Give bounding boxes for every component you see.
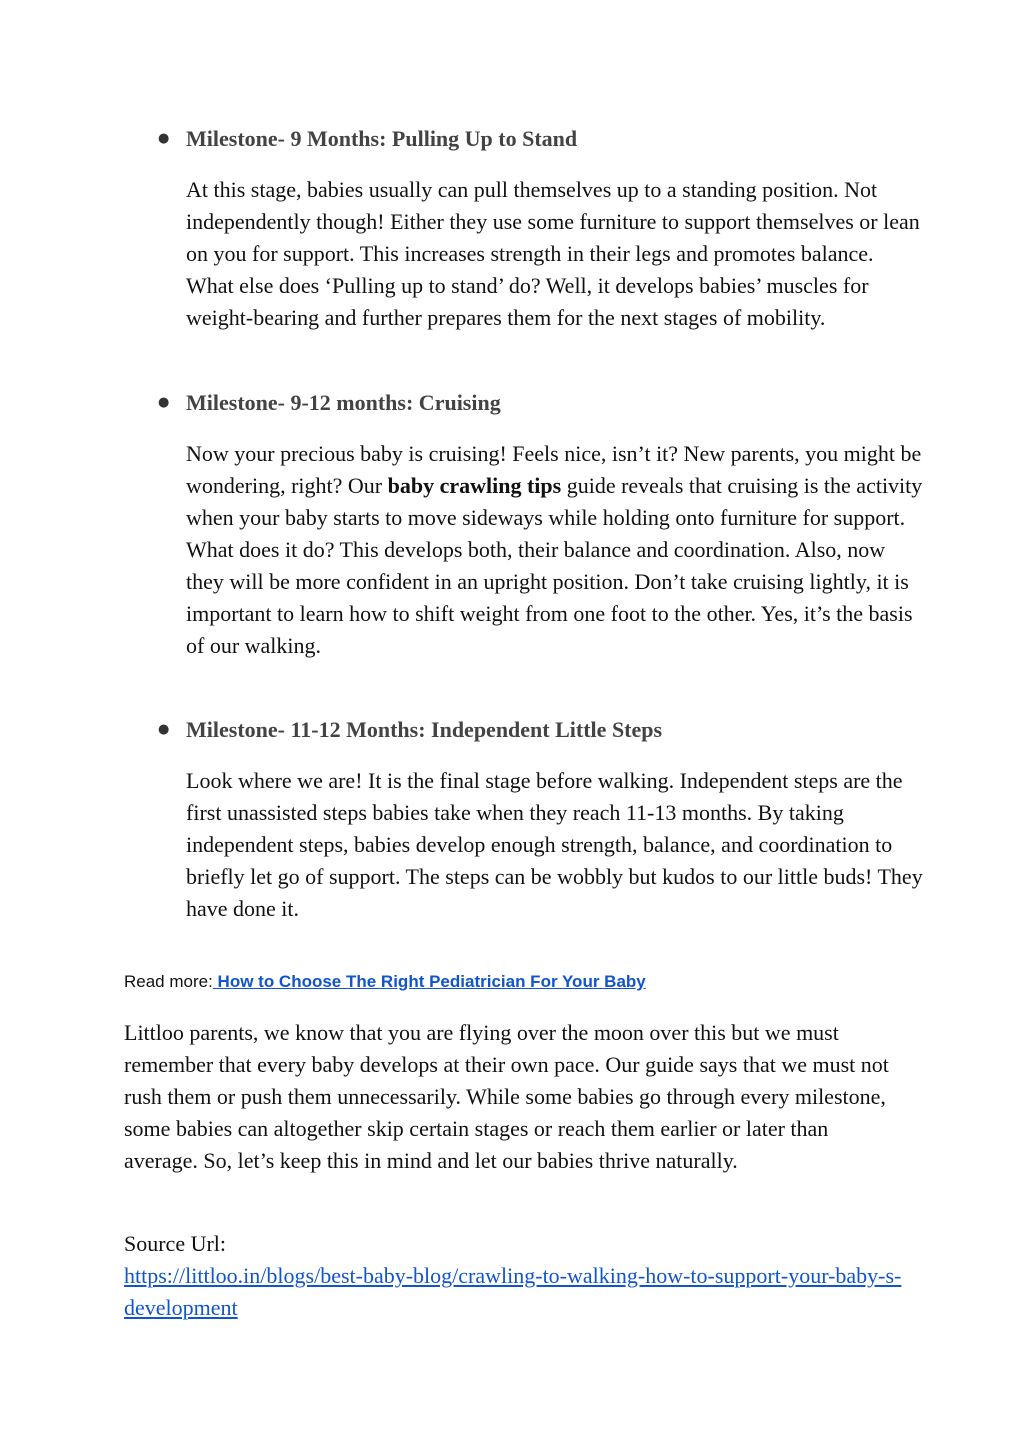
milestone-heading: Milestone- 9 Months: Pulling Up to Stand: [186, 126, 578, 151]
read-more-line: [124, 972, 646, 992]
source-label: Source Url:: [124, 1231, 227, 1256]
milestone-heading: Milestone- 11-12 Months: Independent Little Steps: [186, 717, 663, 742]
milestone-paragraph: [186, 438, 926, 662]
bold-phrase: baby crawling tips: [387, 473, 562, 498]
milestone-paragraph: Look where we are! It is the final stage before walking. Independent steps are the first unassisted steps babies take when they reach 11-13 months. By taking independent steps, babies develop enough strength, balance, and coordination to briefly let go of support. The steps can be wobbly but kudos to our little buds! They have done it.: [186, 768, 923, 921]
milestone-paragraph: At this stage, babies usually can pull themselves up to a standing position. Not independently though! Either they use some furniture to support themselves or lean on you for support. This increases strength in their legs and promotes balance. What else does ‘Pulling up to stand’ do? Well, it develops babies’ muscles for weight-bearing and further prepares them for the next stages of mobility.: [186, 177, 920, 330]
paragraph-text: Now your precious baby is cruising! Feels nice, isn’t it? New parents, you might be wondering, right? Our: [186, 441, 922, 498]
source-block: [124, 1228, 904, 1324]
bullet-icon: ●: [158, 722, 170, 737]
bullet-icon: ●: [158, 131, 170, 146]
bullet-icon: ●: [158, 395, 170, 410]
paragraph-text: guide reveals that cruising is the activity when your baby starts to move sideways while holding onto furniture for support. What does it do? This develops both, their balance and coordination. Also, now they will be more confident in an upright position. Don’t take cruising lightly, it is important to learn how to shift weight from one foot to the other. Yes, it’s the basis of our walking.: [186, 473, 923, 658]
read-more-label: Read more:: [124, 972, 213, 991]
closing-paragraph: Littloo parents, we know that you are flying over the moon over this but we must remember that every baby develops at their own pace. Our guide says that we must not rush them or push them unnecessarily. While some babies go through every milestone, some babies can altogether skip certain stages or reach them earlier or later than average. So, let’s keep this in mind and let our babies thrive naturally.: [124, 1020, 889, 1173]
source-url-link[interactable]: https://littloo.in/blogs/best-baby-blog/crawling-to-walking-how-to-support-your-baby-s-development: [124, 1263, 902, 1320]
read-more-link[interactable]: How to Choose The Right Pediatrician For Your Baby: [212, 972, 646, 991]
milestone-heading: Milestone- 9-12 months: Cruising: [186, 390, 501, 415]
